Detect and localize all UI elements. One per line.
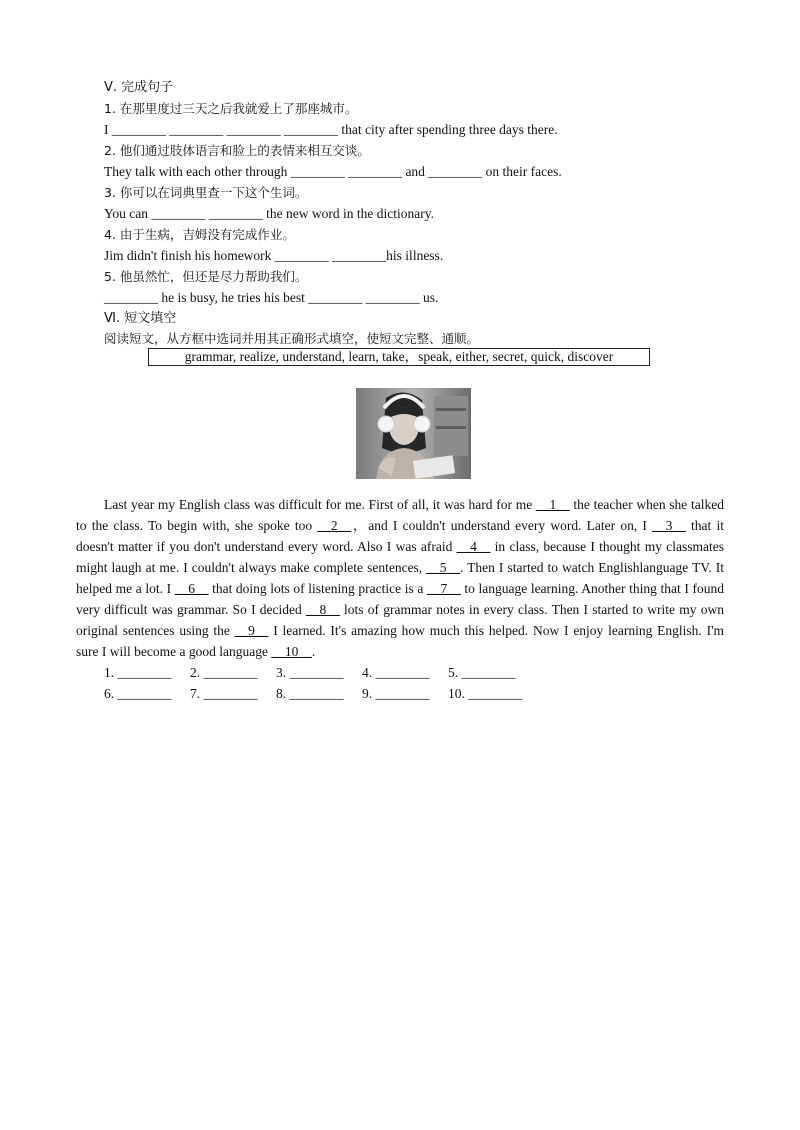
passage-blank-10[interactable]: __10__	[271, 644, 312, 659]
s5-item5-en: ________ he is busy, he tries his best ________ ________ us.	[104, 290, 439, 305]
answer-blank-3[interactable]: 3. ________	[276, 665, 344, 680]
passage-text: that doing lots of listening practice is a	[208, 581, 427, 596]
passage-text: the teacher when she talked to the class. To begin with, she spoke too	[76, 497, 724, 533]
answer-row-1	[104, 664, 516, 682]
passage-blank-9[interactable]: __9__	[234, 623, 269, 638]
passage-text: Last year my English class was difficult for me. First of all, it was hard for me	[104, 497, 536, 512]
passage-text: ，and I couldn't understand every word. Later on, I	[351, 518, 653, 533]
passage-paragraph	[76, 494, 724, 662]
student-photo	[356, 388, 471, 479]
reading-passage	[76, 494, 724, 662]
passage-text: .	[311, 644, 316, 659]
word-box: grammar, realize, understand, learn, take，speak, either, secret, quick, discover	[148, 348, 650, 366]
answer-blank-7[interactable]: 7. ________	[190, 686, 258, 701]
section5-title: Ⅴ. 完成句子	[104, 80, 174, 95]
section6-instruction: 阅读短文，从方框中选词并用其正确形式填空，使短文完整、通顺。	[104, 331, 480, 346]
section6-title: Ⅵ. 短文填空	[104, 311, 177, 326]
passage-text: that it doesn't matter if you don't understand every word. Also I was afraid	[76, 518, 725, 554]
passage-text: to language learning. Another thing that I found very difficult was grammar. So I decided	[76, 581, 725, 617]
passage-text: lots of grammar notes in every class. Then I started to write my own original sentences using the	[76, 602, 724, 638]
answer-blank-1[interactable]: 1. ________	[104, 665, 172, 680]
answer-blank-9[interactable]: 9. ________	[362, 686, 430, 701]
answer-blank-5[interactable]: 5. ________	[448, 665, 516, 680]
s5-item5-cn: 5. 他虽然忙，但还是尽力帮助我们。	[104, 269, 308, 284]
passage-text: I learned. It's amazing how much this helped. Now I enjoy learning English. I'm sure I will become a good language	[76, 623, 724, 659]
passage-blank-6[interactable]: __6__	[174, 581, 209, 596]
answer-blank-6[interactable]: 6. ________	[104, 686, 172, 701]
s5-item2-en: They talk with each other through ________ ________ and ________ on their faces.	[104, 164, 562, 179]
s5-item1-cn: 1. 在那里度过三天之后我就爱上了那座城市。	[104, 101, 358, 116]
girl-with-headphones-image	[356, 388, 471, 479]
passage-blank-4[interactable]: __4__	[456, 539, 491, 554]
passage-blank-5[interactable]: __5__	[426, 560, 460, 575]
s5-item4-cn: 4. 由于生病，吉姆没有完成作业。	[104, 227, 295, 242]
answer-blank-4[interactable]: 4. ________	[362, 665, 430, 680]
answer-blank-10[interactable]: 10. ________	[448, 686, 523, 701]
s5-item4-en: Jim didn't finish his homework ________ ________his illness.	[104, 248, 444, 263]
answer-blank-2[interactable]: 2. ________	[190, 665, 258, 680]
passage-blank-2[interactable]: __2__	[317, 518, 352, 533]
passage-blank-3[interactable]: __3__	[652, 518, 686, 533]
s5-item2-cn: 2. 他们通过肢体语言和脸上的表情来相互交谈。	[104, 143, 370, 158]
passage-blank-8[interactable]: __8__	[306, 602, 340, 617]
passage-text: . Then I started to watch Englishlanguage TV. It helped me a lot. I	[76, 560, 724, 596]
passage-text: in class, because I thought my classmates might laugh at me. I couldn't always make complete sentences,	[76, 539, 724, 575]
answer-blank-8[interactable]: 8. ________	[276, 686, 344, 701]
answer-row-2	[104, 685, 522, 703]
passage-blank-7[interactable]: __7__	[426, 581, 461, 596]
passage-blank-1[interactable]: __1__	[535, 497, 570, 512]
s5-item1-en: I ________ ________ ________ ________ that city after spending three days there.	[104, 122, 558, 137]
s5-item3-en: You can ________ ________ the new word in the dictionary.	[104, 206, 434, 221]
s5-item3-cn: 3. 你可以在词典里查一下这个生词。	[104, 185, 308, 200]
